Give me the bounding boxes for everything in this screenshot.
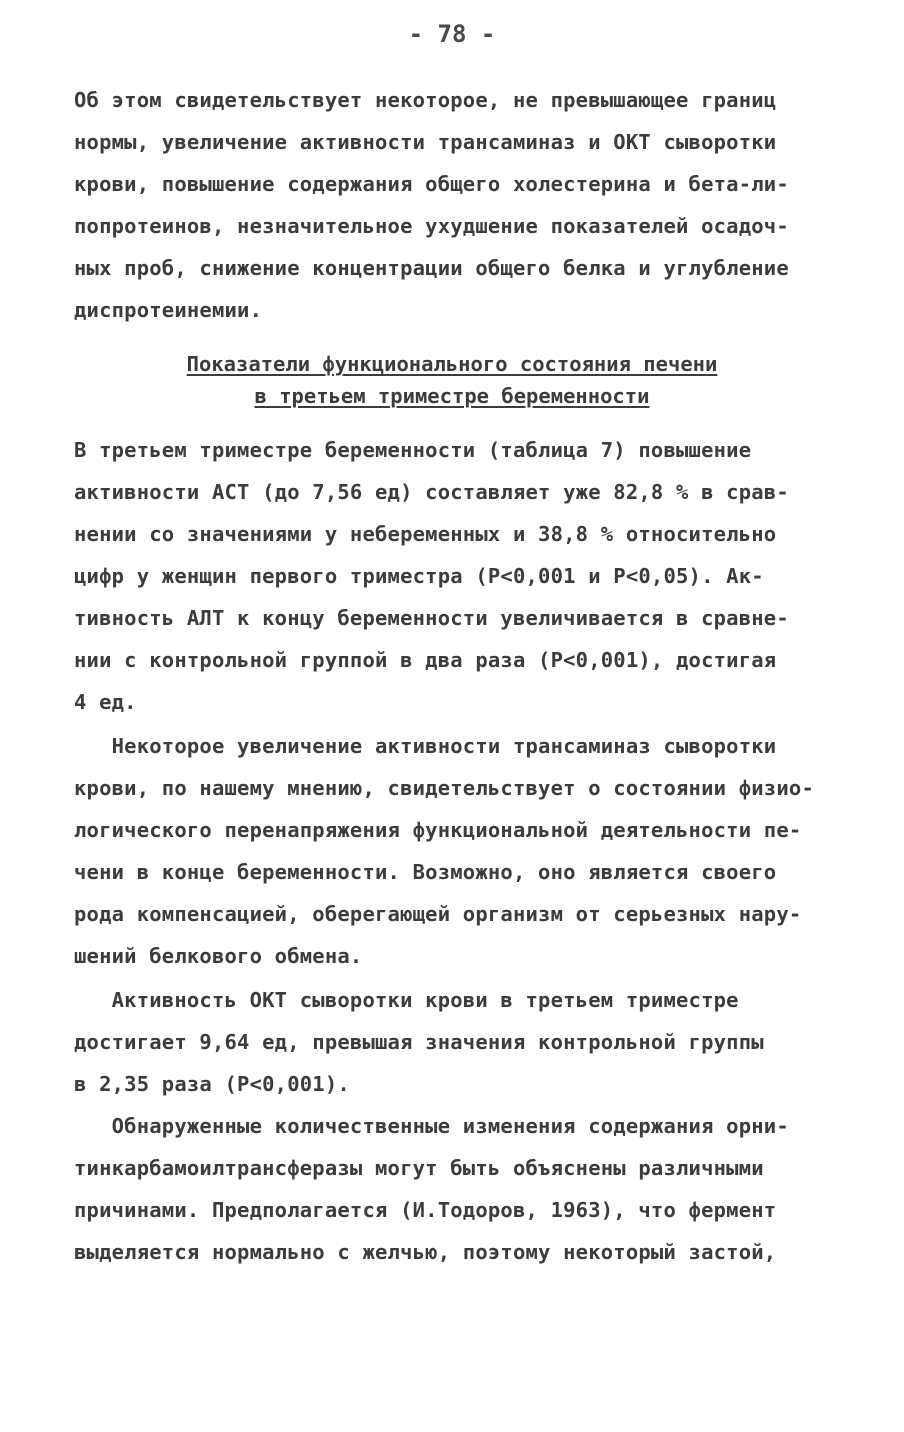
text-line: В третьем триместре беременности (таблица 7) повышение: [74, 438, 752, 462]
text-line: нении со значениями у небеременных и 38,8 % относительно: [74, 522, 777, 546]
text-line: чени в конце беременности. Возможно, оно является своего: [74, 860, 777, 884]
text-line: цифр у женщин первого триместра (Р<0,001 и Р<0,05). Ак-: [74, 564, 764, 588]
heading-line: в третьем триместре беременности: [254, 384, 650, 408]
text-line: достигает 9,64 ед, превышая значения контрольной группы: [74, 1030, 764, 1054]
text-line: шений белкового обмена.: [74, 944, 363, 968]
text-line: попротеинов, незначительное ухудшение показателей осадоч-: [74, 214, 789, 238]
text-line: крови, повышение содержания общего холестерина и бета-ли-: [74, 172, 789, 196]
text-line: активности АСТ (до 7,56 ед) составляет уже 82,8 % в срав-: [74, 480, 789, 504]
text-line: выделяется нормально с желчью, поэтому некоторый застой,: [74, 1240, 777, 1264]
text-line: в 2,35 раза (Р<0,001).: [74, 1072, 350, 1096]
heading-line: Показатели функционального состояния печени: [186, 352, 718, 376]
text-line: 4 ед.: [74, 690, 137, 714]
text-line: рода компенсацией, оберегающей организм от серьезных нару-: [74, 902, 802, 926]
text-line: Активность ОКТ сыворотки крови в третьем триместре: [74, 988, 739, 1012]
text-line: диспротеинемии.: [74, 298, 263, 322]
text-line: ных проб, снижение концентрации общего белка и углубление: [74, 256, 789, 280]
text-line: логического перенапряжения функциональной деятельности пе-: [74, 818, 802, 842]
text-line: причинами. Предполагается (И.Тодоров, 1963), что фермент: [74, 1198, 777, 1222]
text-line: нормы, увеличение активности трансаминаз и ОКТ сыворотки: [74, 130, 777, 154]
page-number: - 78 -: [408, 20, 496, 48]
text-line: тивность АЛТ к концу беременности увеличивается в сравне-: [74, 606, 789, 630]
text-line: Некоторое увеличение активности трансаминаз сыворотки: [74, 734, 777, 758]
text-line: нии с контрольной группой в два раза (Р<0,001), достигая: [74, 648, 777, 672]
text-line: Обнаруженные количественные изменения содержания орни-: [74, 1114, 789, 1138]
text-line: крови, по нашему мнению, свидетельствует о состоянии физио-: [74, 776, 814, 800]
text-line: тинкарбамоилтрансферазы могут быть объяснены различными: [74, 1156, 764, 1180]
text-line: Об этом свидетельствует некоторое, не превышающее границ: [74, 88, 777, 112]
